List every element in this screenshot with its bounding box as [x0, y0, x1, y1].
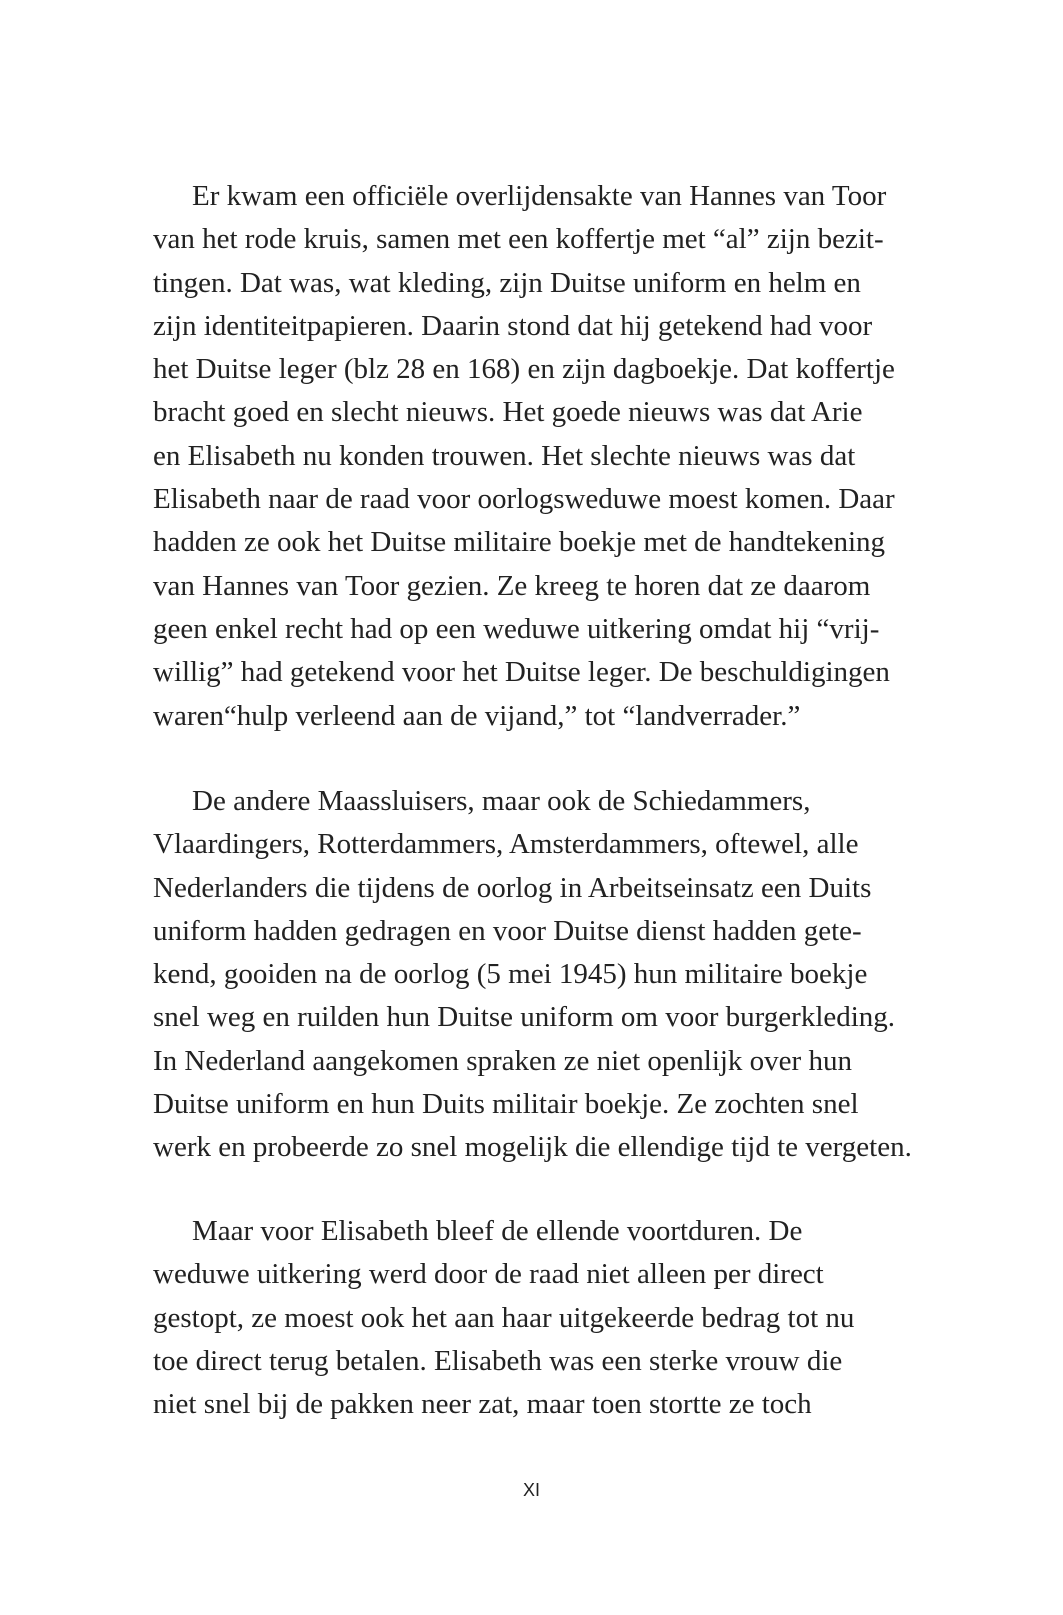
text-line: waren“hulp verleend aan de vijand,” tot “landverrader.”: [153, 699, 801, 732]
text-line: niet snel bij de pakken neer zat, maar toen stortte ze toch: [153, 1388, 812, 1421]
text-line: Maar voor Elisabeth bleef de ellende voortduren. De: [192, 1215, 803, 1247]
text-line: gestopt, ze moest ook het aan haar uitgekeerde bedrag tot nu: [153, 1301, 855, 1334]
text-line: In Nederland aangekomen spraken ze niet openlijk over hun: [153, 1044, 852, 1077]
page-number: XI: [522, 1480, 540, 1500]
paragraph-2: [153, 780, 953, 1170]
text-line: van het rode kruis, samen met een koffertje met “al” zijn bezit-: [153, 223, 884, 256]
text-line: Nederlanders die tijdens de oorlog in Arbeitseinsatz een Duits: [153, 871, 872, 904]
text-line: Duitse uniform en hun Duits militair boekje. Ze zochten snel: [153, 1088, 859, 1121]
text-line: weduwe uitkering werd door de raad niet alleen per direct: [153, 1258, 824, 1291]
text-line: tingen. Dat was, wat kleding, zijn Duitse uniform en helm en: [153, 266, 861, 299]
text-line: willig” had getekend voor het Duitse leger. De beschuldigingen: [153, 656, 890, 689]
text-line: toe direct terug betalen. Elisabeth was een sterke vrouw die: [153, 1344, 843, 1377]
text-line: het Duitse leger (blz 28 en 168) en zijn dagboekje. Dat koffertje: [153, 353, 895, 386]
text-line: uniform hadden gedragen en voor Duitse dienst hadden gete-: [153, 914, 862, 947]
text-line: Elisabeth naar de raad voor oorlogsweduwe moest komen. Daar: [153, 483, 895, 516]
paragraph-3: [153, 1210, 953, 1426]
text-line: zijn identiteitpapieren. Daarin stond dat hij getekend had voor: [153, 309, 873, 342]
text-line: kend, gooiden na de oorlog (5 mei 1945) hun militaire boekje: [153, 958, 868, 991]
text-line: snel weg en ruilden hun Duitse uniform om voor burgerkleding.: [153, 1001, 896, 1034]
text-line: van Hannes van Toor gezien. Ze kreeg te horen dat ze daarom: [153, 569, 871, 602]
text-line: geen enkel recht had op een weduwe uitkering omdat hij “vrij-: [153, 612, 880, 645]
text-line: en Elisabeth nu konden trouwen. Het slechte nieuws was dat: [153, 439, 856, 472]
text-line: werk en probeerde zo snel mogelijk die ellendige tijd te vergeten.: [153, 1131, 912, 1164]
text-line: Vlaardingers, Rotterdammers, Amsterdammers, oftewel, alle: [153, 828, 859, 861]
text-line: De andere Maassluisers, maar ook de Schiedammers,: [192, 785, 811, 817]
text-line: Er kwam een officiële overlijdensakte van Hannes van Toor: [192, 180, 887, 212]
text-line: bracht goed en slecht nieuws. Het goede nieuws was dat Arie: [153, 396, 863, 429]
paragraph-1: [153, 175, 953, 738]
text-line: hadden ze ook het Duitse militaire boekje met de handtekening: [153, 526, 886, 559]
